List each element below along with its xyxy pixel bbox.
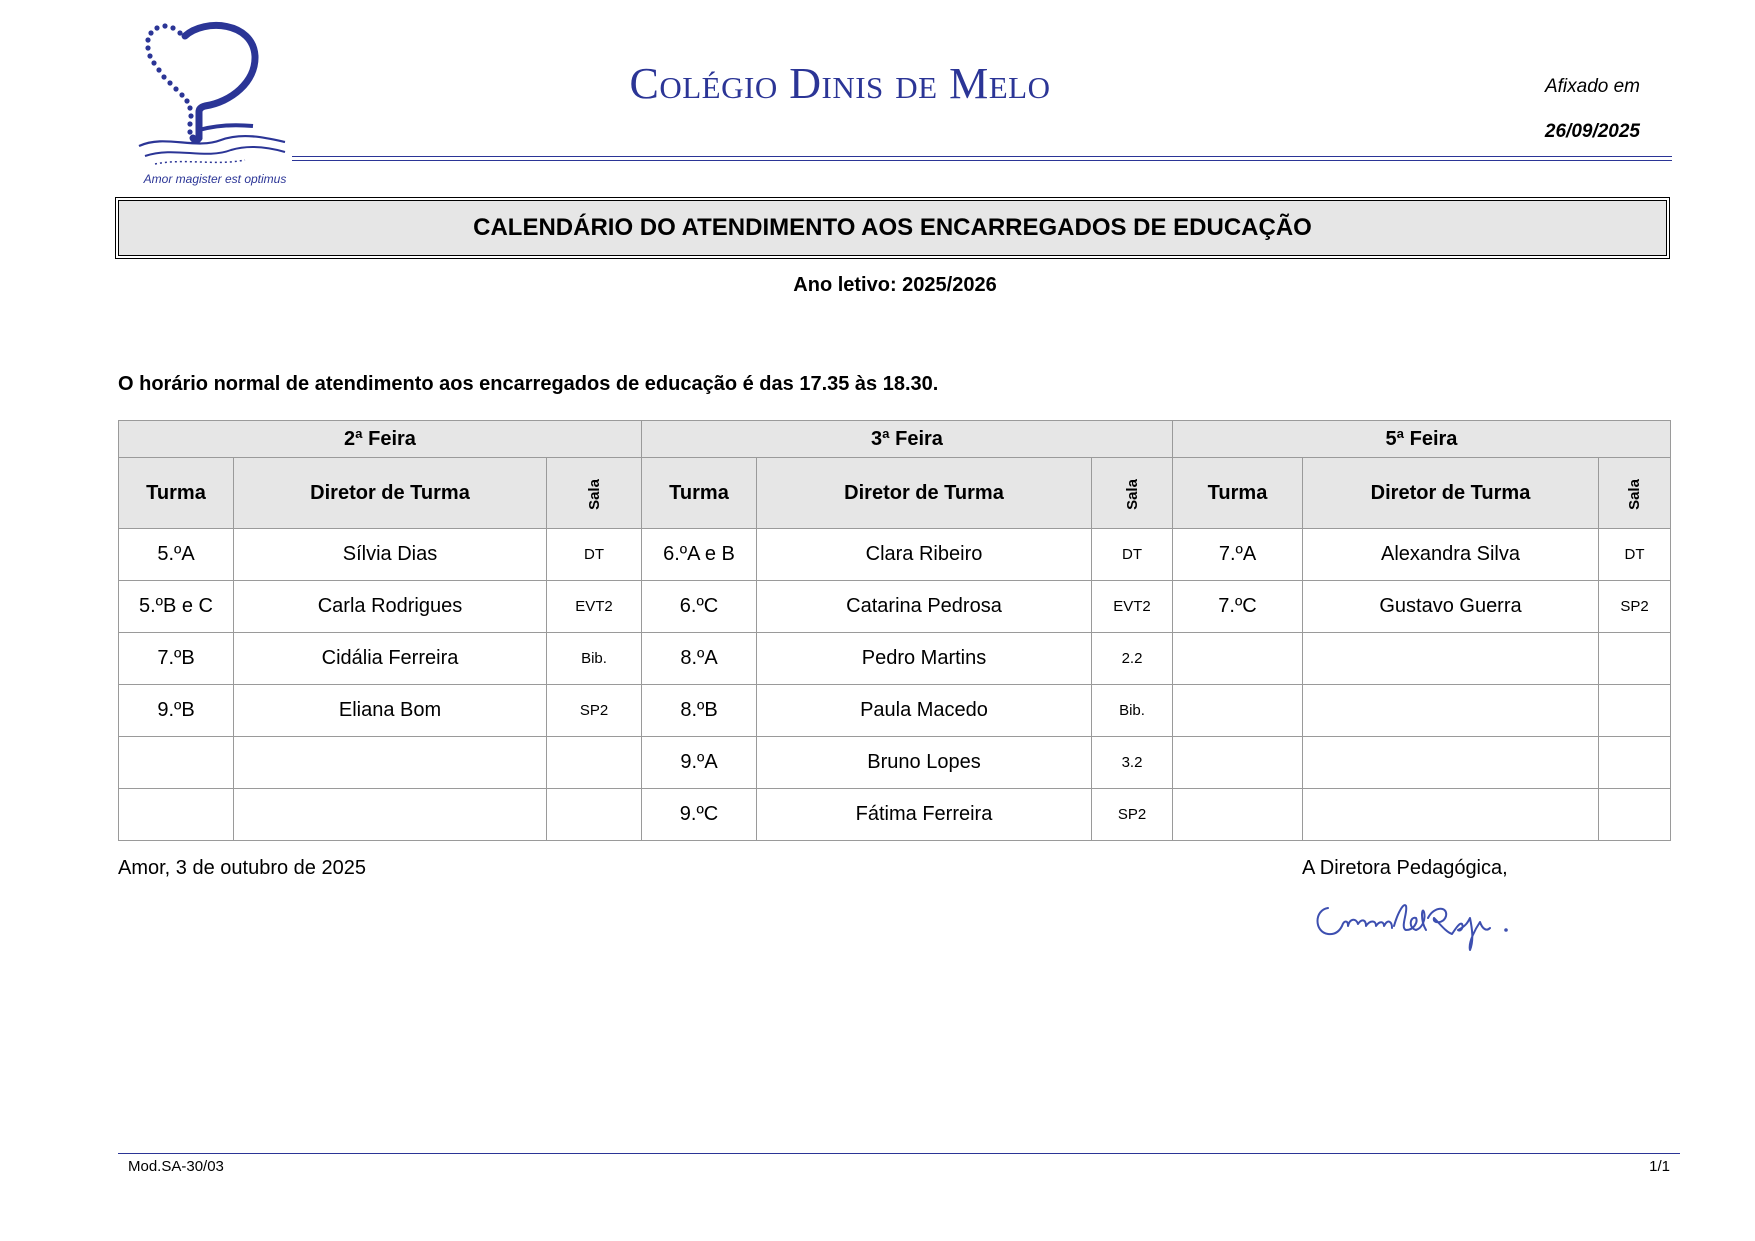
table-row	[119, 685, 1671, 737]
director-cell: Pedro Martins	[757, 633, 1092, 685]
class-cell: 5.ºA	[119, 529, 234, 581]
day-header-tuesday: 3ª Feira	[642, 421, 1173, 458]
table-row	[119, 789, 1671, 841]
director-cell: Cidália Ferreira	[234, 633, 547, 685]
room-cell: SP2	[1599, 581, 1671, 633]
director-cell: Carla Rodrigues	[234, 581, 547, 633]
header-rule	[292, 156, 1672, 161]
table-row	[119, 529, 1671, 581]
column-header-room: Sala	[547, 458, 642, 529]
class-cell	[1173, 737, 1303, 789]
room-cell: 3.2	[1092, 737, 1173, 789]
page-number: 1/1	[1649, 1158, 1670, 1175]
director-title: A Diretora Pedagógica,	[1302, 857, 1508, 879]
room-cell: DT	[547, 529, 642, 581]
place-date: Amor, 3 de outubro de 2025	[118, 857, 366, 879]
room-cell: Bib.	[1092, 685, 1173, 737]
class-cell: 7.ºB	[119, 633, 234, 685]
room-cell: EVT2	[547, 581, 642, 633]
room-cell: Bib.	[547, 633, 642, 685]
class-cell: 9.ºB	[119, 685, 234, 737]
table-row	[119, 737, 1671, 789]
school-year: Ano letivo: 2025/2026	[793, 274, 997, 296]
room-cell: DT	[1092, 529, 1173, 581]
class-cell	[119, 737, 234, 789]
director-cell: Bruno Lopes	[757, 737, 1092, 789]
column-header-class: Turma	[642, 458, 757, 529]
schedule-notice: O horário normal de atendimento aos encarregados de educação é das 17.35 às 18.30.	[118, 373, 939, 395]
class-cell	[119, 789, 234, 841]
room-cell: SP2	[1092, 789, 1173, 841]
schedule-table	[118, 420, 1671, 841]
class-cell: 6.ºA e B	[642, 529, 757, 581]
room-cell: SP2	[547, 685, 642, 737]
class-cell	[1173, 789, 1303, 841]
room-cell	[1599, 737, 1671, 789]
school-logo	[135, 20, 295, 190]
room-cell: 2.2	[1092, 633, 1173, 685]
director-cell: Clara Ribeiro	[757, 529, 1092, 581]
director-cell: Paula Macedo	[757, 685, 1092, 737]
director-cell	[234, 789, 547, 841]
room-cell	[1599, 789, 1671, 841]
director-cell: Catarina Pedrosa	[757, 581, 1092, 633]
posted-label: Afixado em	[1544, 76, 1640, 97]
posted-date: 26/09/2025	[1544, 121, 1640, 142]
class-cell: 5.ºB e C	[119, 581, 234, 633]
room-cell	[1599, 633, 1671, 685]
class-cell: 9.ºA	[642, 737, 757, 789]
form-code: Mod.SA-30/03	[128, 1158, 224, 1175]
table-row	[119, 581, 1671, 633]
director-cell: Alexandra Silva	[1303, 529, 1599, 581]
table-row	[119, 633, 1671, 685]
room-cell	[547, 737, 642, 789]
signature-icon	[1310, 888, 1530, 958]
column-header-class: Turma	[1173, 458, 1303, 529]
class-cell: 8.ºB	[642, 685, 757, 737]
column-header-director: Diretor de Turma	[234, 458, 547, 529]
class-cell: 9.ºC	[642, 789, 757, 841]
director-cell: Fátima Ferreira	[757, 789, 1092, 841]
handwritten-signature	[1310, 888, 1530, 963]
director-cell: Gustavo Guerra	[1303, 581, 1599, 633]
director-cell	[1303, 737, 1599, 789]
column-header-class: Turma	[119, 458, 234, 529]
room-cell	[1599, 685, 1671, 737]
column-header-director: Diretor de Turma	[757, 458, 1092, 529]
room-cell: EVT2	[1092, 581, 1173, 633]
column-header-room: Sala	[1092, 458, 1173, 529]
day-header-thursday: 5ª Feira	[1173, 421, 1671, 458]
class-cell: 7.ºA	[1173, 529, 1303, 581]
heart-tree-logo-icon	[135, 20, 295, 170]
day-header-monday: 2ª Feira	[119, 421, 642, 458]
director-cell: Sílvia Dias	[234, 529, 547, 581]
director-cell: Eliana Bom	[234, 685, 547, 737]
class-cell	[1173, 633, 1303, 685]
director-cell	[234, 737, 547, 789]
document-title-box	[118, 200, 1667, 256]
column-header-room: Sala	[1599, 458, 1671, 529]
director-cell	[1303, 789, 1599, 841]
document-title: CALENDÁRIO DO ATENDIMENTO AOS ENCARREGADOS DE EDUCAÇÃO	[473, 214, 1312, 241]
footer-rule	[118, 1153, 1680, 1154]
class-cell	[1173, 685, 1303, 737]
school-motto: Amor magister est optimus	[143, 172, 287, 186]
school-name: Colégio Dinis de Melo	[629, 59, 1051, 108]
director-cell	[1303, 685, 1599, 737]
room-cell	[547, 789, 642, 841]
class-cell: 8.ºA	[642, 633, 757, 685]
room-cell: DT	[1599, 529, 1671, 581]
director-cell	[1303, 633, 1599, 685]
class-cell: 7.ºC	[1173, 581, 1303, 633]
column-header-director: Diretor de Turma	[1303, 458, 1599, 529]
class-cell: 6.ºC	[642, 581, 757, 633]
